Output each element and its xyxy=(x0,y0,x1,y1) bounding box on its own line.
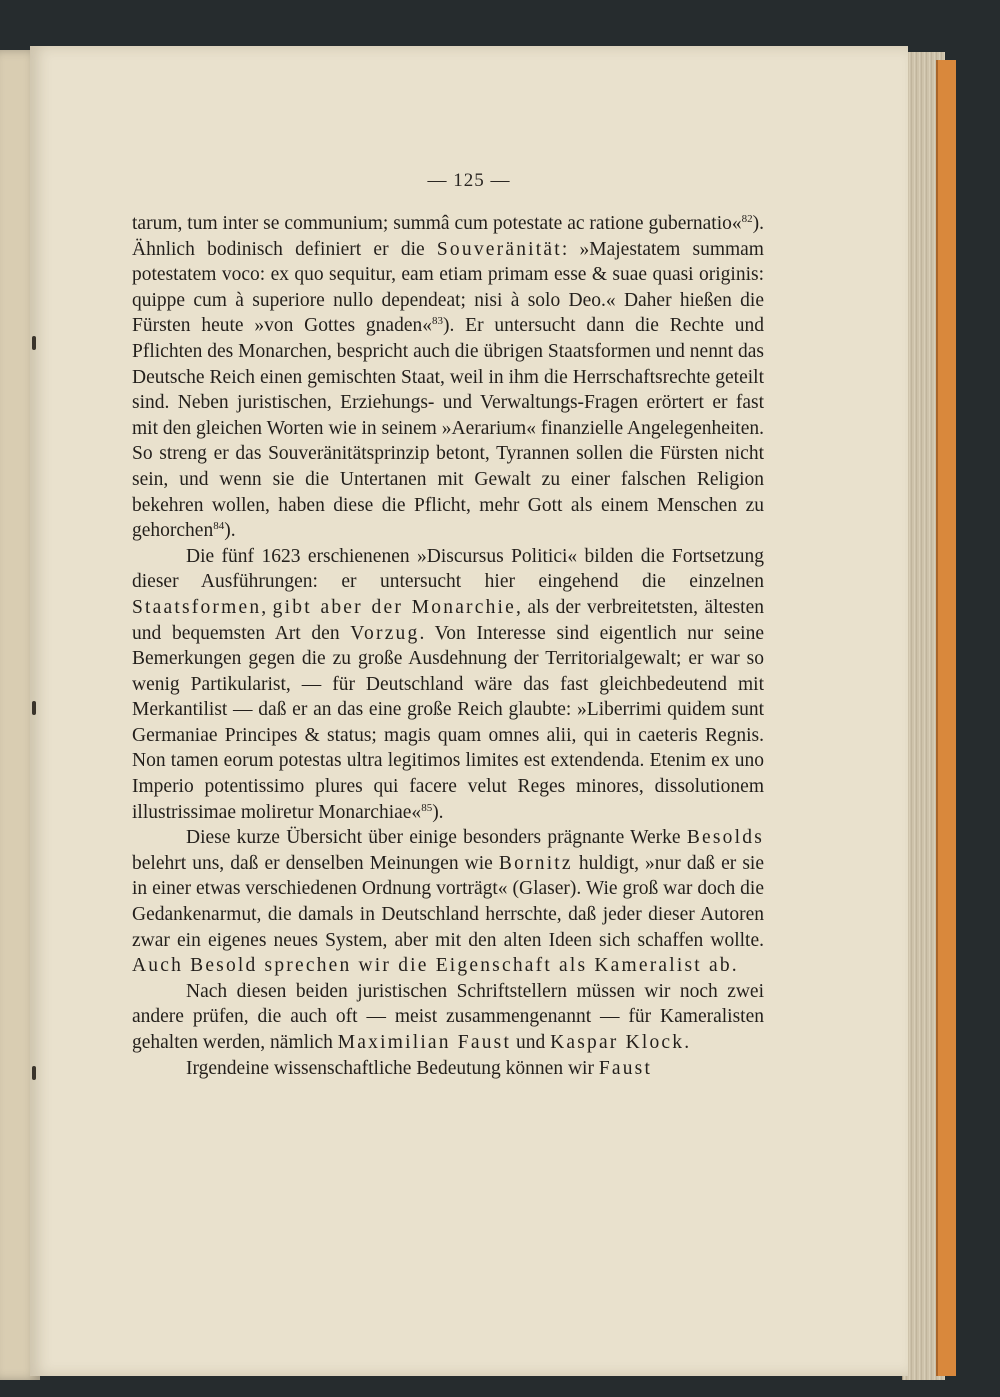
text-run: tarum, tum inter se communium; summâ cum potestate ac ratione gubernatio« xyxy=(132,213,742,234)
spaced-emphasis: gibt aber der Monarchie xyxy=(272,596,517,618)
spaced-emphasis: Souveränität xyxy=(436,238,562,260)
text-run: . xyxy=(684,1032,690,1053)
text-run: ). Er untersucht dann die Rechte und Pflichten des Monarchen, bespricht auch die übrigen Staatsformen und nennt das Deutsche Reich einen gemischten Staat, weil in ihm die Herrschaftsrechte geteilt sind. Neben juristischen, Erziehungs- und Verwaltungs-Fragen erörtert er fast mit den gleichen Worten wie in seinem »Aerarium« finanzielle Angelegenheiten. So streng er das Souveränitätsprinzip betont, Tyrannen sollen die Fürsten nicht sein, und wenn sie die Untertanen mit Gewalt zu einer falschen Religion bekehren wollen, haben diese die Pflicht, mehr Gott als einem Menschen zu gehorchen xyxy=(132,315,764,542)
margin-mark xyxy=(32,336,36,350)
spaced-emphasis: Besolds xyxy=(686,827,764,849)
text-run: . Von Interesse sind eigentlich nur seine Bemerkungen gegen die zu große Ausdehnung der Territorialgewalt; er war so wenig Partikularist, — für Deutschland wäre das fast gleichbedeutend mit Merkantilist — daß er an das eine große Reich glaubte: »Liberrimi quidem sunt Germaniae Principes & status; magis quam omnes alii, qui in caeteris Regnis. Non tamen eorum potestas ultra legitimos limites est extendenda. Etenim ex uno Imperio potentissimo plures qui facere velut Reges minores, dissolutionem illustrissimae moliretur Monarchiae« xyxy=(132,622,765,823)
text-run: ). xyxy=(432,801,444,823)
text-run: ). Ähnlich bodinisch definiert er die xyxy=(132,213,764,260)
footnote-ref: 84 xyxy=(213,520,225,533)
margin-mark xyxy=(32,701,36,715)
spaced-emphasis: Vorzug xyxy=(350,622,420,644)
spaced-emphasis: Auch Besold sprechen wir die Eigenschaft als Kameralist ab xyxy=(132,955,732,977)
margin-mark xyxy=(32,1066,36,1080)
paragraph xyxy=(132,979,764,1056)
body-text xyxy=(132,211,764,1081)
book-cover-edge xyxy=(936,60,956,1376)
paragraph xyxy=(132,825,764,979)
text-run: , xyxy=(261,596,273,618)
page-number: — 125 — xyxy=(427,170,511,191)
footnote-ref: 82 xyxy=(741,213,753,225)
text-run: ). xyxy=(224,520,236,542)
text-run: . xyxy=(731,955,737,977)
text-run: Die fünf 1623 erschienenen »Discursus Politici« bilden die Fortsetzung dieser Ausführungen: er untersucht hier eingehend die einzelnen xyxy=(132,545,764,593)
book-page xyxy=(30,46,908,1376)
text-run: Irgendeine wissenschaftliche Bedeutung können wir xyxy=(186,1057,599,1079)
text-run: : »Majestatem summam potestatem voco: ex quo sequitur, eam etiam primam esse & suae quasi originis: quippe cum à superiore nullo dependeat; nisi à solo Deo.« Daher hießen die Fürsten heute »von Gottes gnaden« xyxy=(132,238,764,337)
spaced-emphasis: Maximilian Faust xyxy=(337,1032,512,1053)
text-run: Diese kurze Übersicht über einige besonders prägnante Werke xyxy=(186,827,687,849)
spaced-emphasis: Bornitz xyxy=(498,852,573,874)
spaced-emphasis: Staatsformen xyxy=(132,596,262,618)
text-run: Nach diesen beiden juristischen Schriftstellern müssen wir noch zwei andere prüfen, die auch oft — meist zusammengenannt — für Kameralisten gehalten werden, nämlich xyxy=(132,980,764,1053)
spaced-emphasis: Faust xyxy=(598,1057,653,1079)
paragraph xyxy=(132,211,764,544)
text-run: und xyxy=(511,1032,551,1053)
text-run: huldigt, »nur daß er sie in einer etwas verschiedenen Ordnung vorträgt« (Glaser). Wie groß war doch die Gedankenarmut, die damals in Deutschland herrschte, daß jeder dieser Autoren zwar ein eigenes neues System, aber mit den alten Ideen sich schaffen wollte. xyxy=(132,852,764,951)
paragraph xyxy=(132,1056,764,1082)
paragraph xyxy=(132,544,764,826)
footnote-ref: 83 xyxy=(431,315,443,328)
text-run: belehrt uns, daß er denselben Meinungen wie xyxy=(132,852,499,874)
footnote-ref: 85 xyxy=(421,801,433,814)
text-run: , als der verbreitetsten, ältesten und bequemsten Art den xyxy=(132,596,765,644)
spaced-emphasis: Kaspar Klock xyxy=(550,1032,685,1053)
